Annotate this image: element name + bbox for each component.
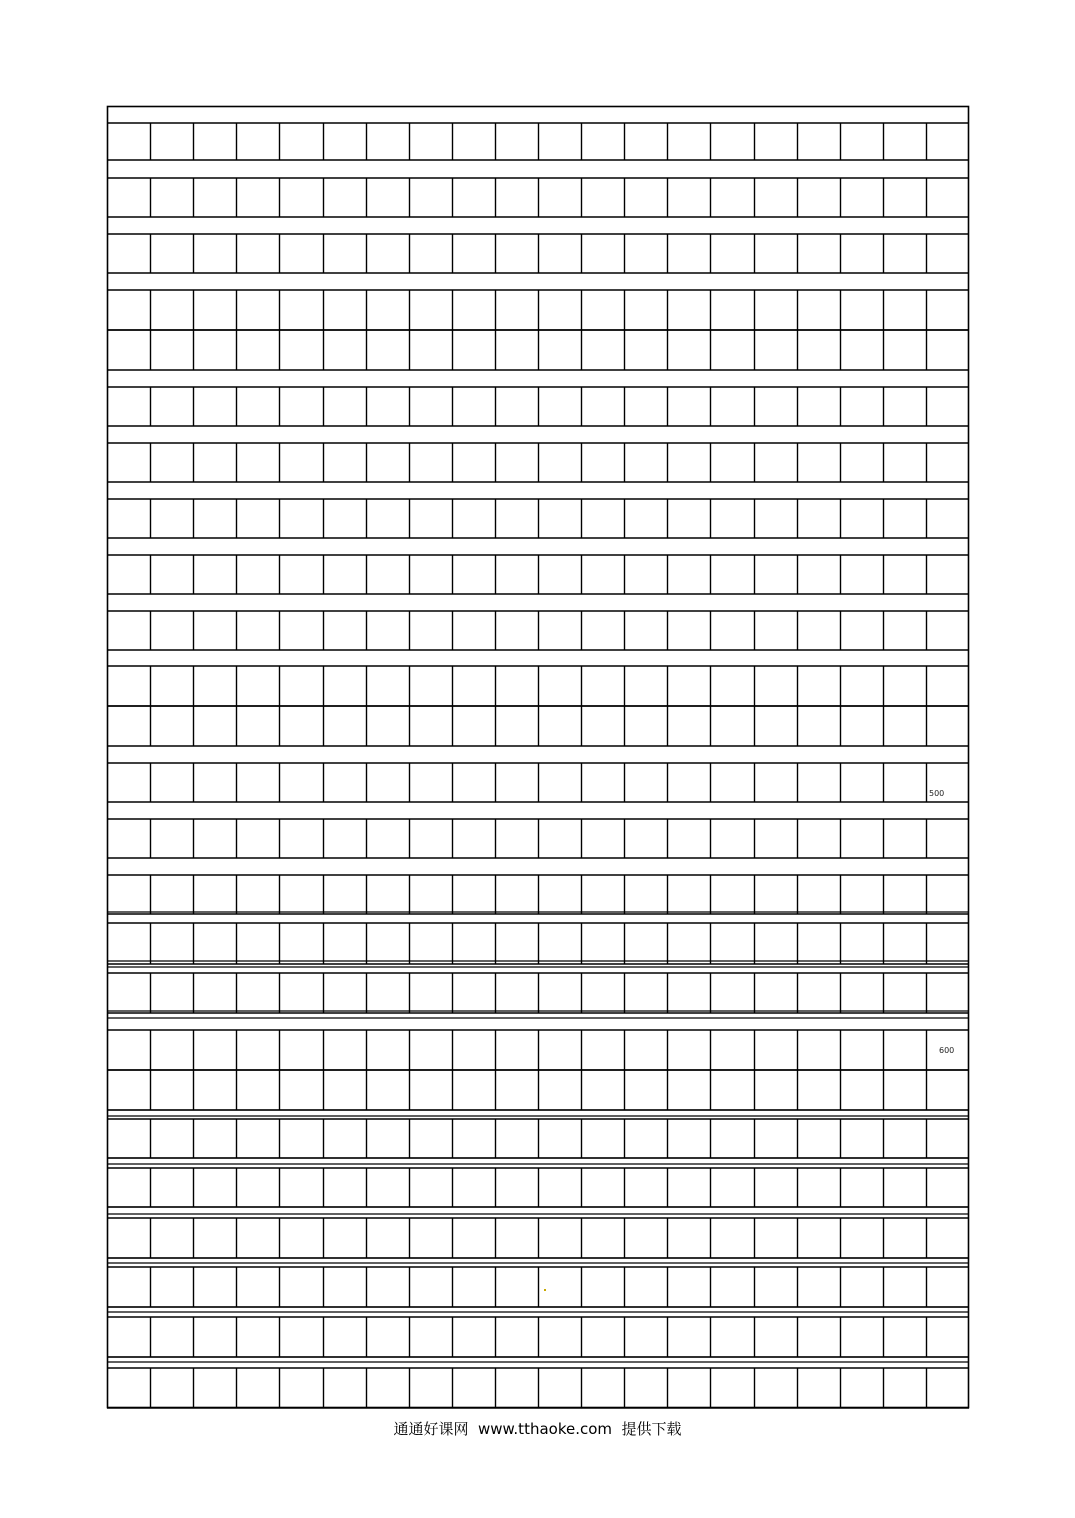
footer-source-line: 通通好课网 www.tthaoke.com 提供下载 (393, 1420, 682, 1438)
grid-row-9 (107, 555, 969, 594)
grid-row-25 (107, 1368, 969, 1408)
grid-row-2 (107, 178, 969, 217)
word-count-mark-600: 600 (939, 1046, 955, 1055)
grid-row-8 (107, 499, 969, 538)
grid-row-19 (107, 1070, 969, 1110)
grid-row-10 (107, 611, 969, 650)
grid-row-24 (107, 1317, 969, 1357)
grid-row-7 (107, 443, 969, 482)
grid-row-20 (107, 1119, 969, 1158)
writing-grid (107, 106, 969, 1408)
grid-row-23 (107, 1267, 969, 1307)
word-count-mark-500: 500 (929, 789, 945, 798)
grid-row-17 (107, 973, 969, 1013)
grid-row-12 (107, 706, 969, 746)
stray-mark (544, 1289, 546, 1291)
grid-row-1 (107, 123, 969, 160)
grid-row-15 (107, 875, 969, 914)
grid-row-4 (107, 290, 969, 330)
grid-row-5 (107, 330, 969, 370)
grid-row-22 (107, 1218, 969, 1258)
composition-grid-sheet (107, 106, 969, 1408)
grid-row-21 (107, 1168, 969, 1207)
grid-row-14 (107, 819, 969, 858)
grid-row-3 (107, 234, 969, 273)
grid-row-11 (107, 666, 969, 706)
grid-row-16 (107, 923, 969, 964)
grid-row-6 (107, 387, 969, 426)
grid-row-13 (107, 763, 969, 802)
grid-row-18 (107, 1030, 969, 1070)
